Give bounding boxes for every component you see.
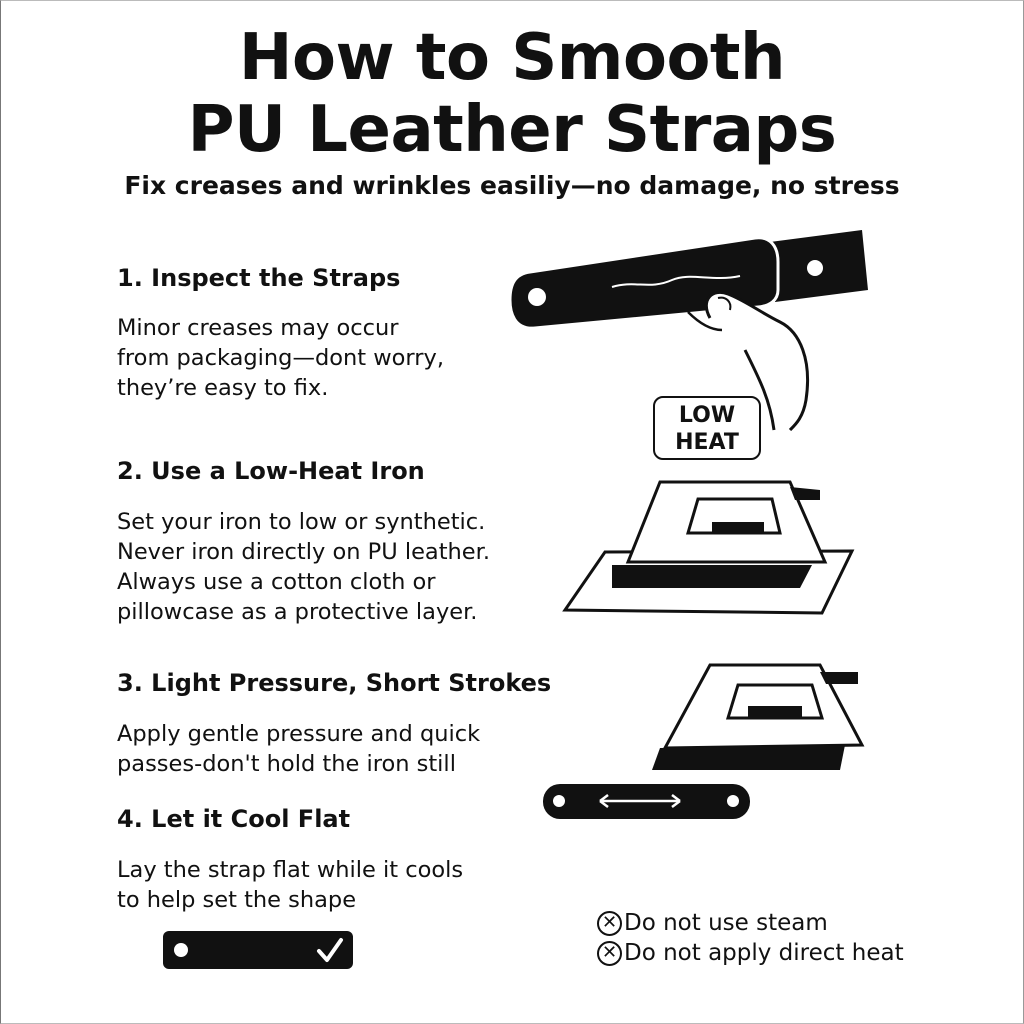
- warning-text: Do not use steam: [624, 910, 828, 936]
- x-circle-icon: ✕: [597, 911, 622, 936]
- iron-on-cloth-icon: [565, 482, 852, 613]
- step-2-line: Always use a cotton cloth or: [117, 569, 436, 595]
- step-1-line: from packaging—dont worry,: [117, 345, 444, 371]
- x-circle-icon: ✕: [597, 941, 622, 966]
- flat-strap-check-icon: [163, 931, 353, 969]
- warning-item: [597, 908, 904, 938]
- page-subtitle: Fix creases and wrinkles easiliy—no damage, no stress: [124, 171, 900, 200]
- step-1-line: they’re easy to fix.: [117, 375, 329, 401]
- low-heat-line-1: LOW: [678, 403, 736, 428]
- step-2-line: pillowcase as a protective layer.: [117, 599, 478, 625]
- step-4-heading: 4. Let it Cool Flat: [117, 805, 351, 833]
- step-3-line: passes-don't hold the iron still: [117, 751, 456, 777]
- low-heat-line-2: HEAT: [675, 430, 739, 455]
- step-2-heading: 2. Use a Low-Heat Iron: [117, 457, 425, 485]
- warning-text: Do not apply direct heat: [624, 940, 904, 966]
- step-2-line: Never iron directly on PU leather.: [117, 539, 490, 565]
- step-3-heading: 3. Light Pressure, Short Strokes: [117, 669, 552, 697]
- step-1-line: Minor creases may occur: [117, 315, 399, 341]
- step-3-line: Apply gentle pressure and quick: [117, 721, 481, 747]
- page-title-line-2: PU Leather Straps: [187, 93, 837, 167]
- iron-icon: [652, 665, 862, 770]
- step-4-line: to help set the shape: [117, 887, 357, 913]
- step-4-line: Lay the strap flat while it cools: [117, 857, 464, 883]
- step-1-heading: 1. Inspect the Straps: [117, 264, 401, 292]
- warning-item: [597, 938, 904, 968]
- strap-back-and-forth-icon: [543, 784, 750, 819]
- warnings-list: [597, 908, 904, 968]
- page-title-line-1: How to Smooth: [238, 21, 786, 95]
- step-2-line: Set your iron to low or synthetic.: [117, 509, 486, 535]
